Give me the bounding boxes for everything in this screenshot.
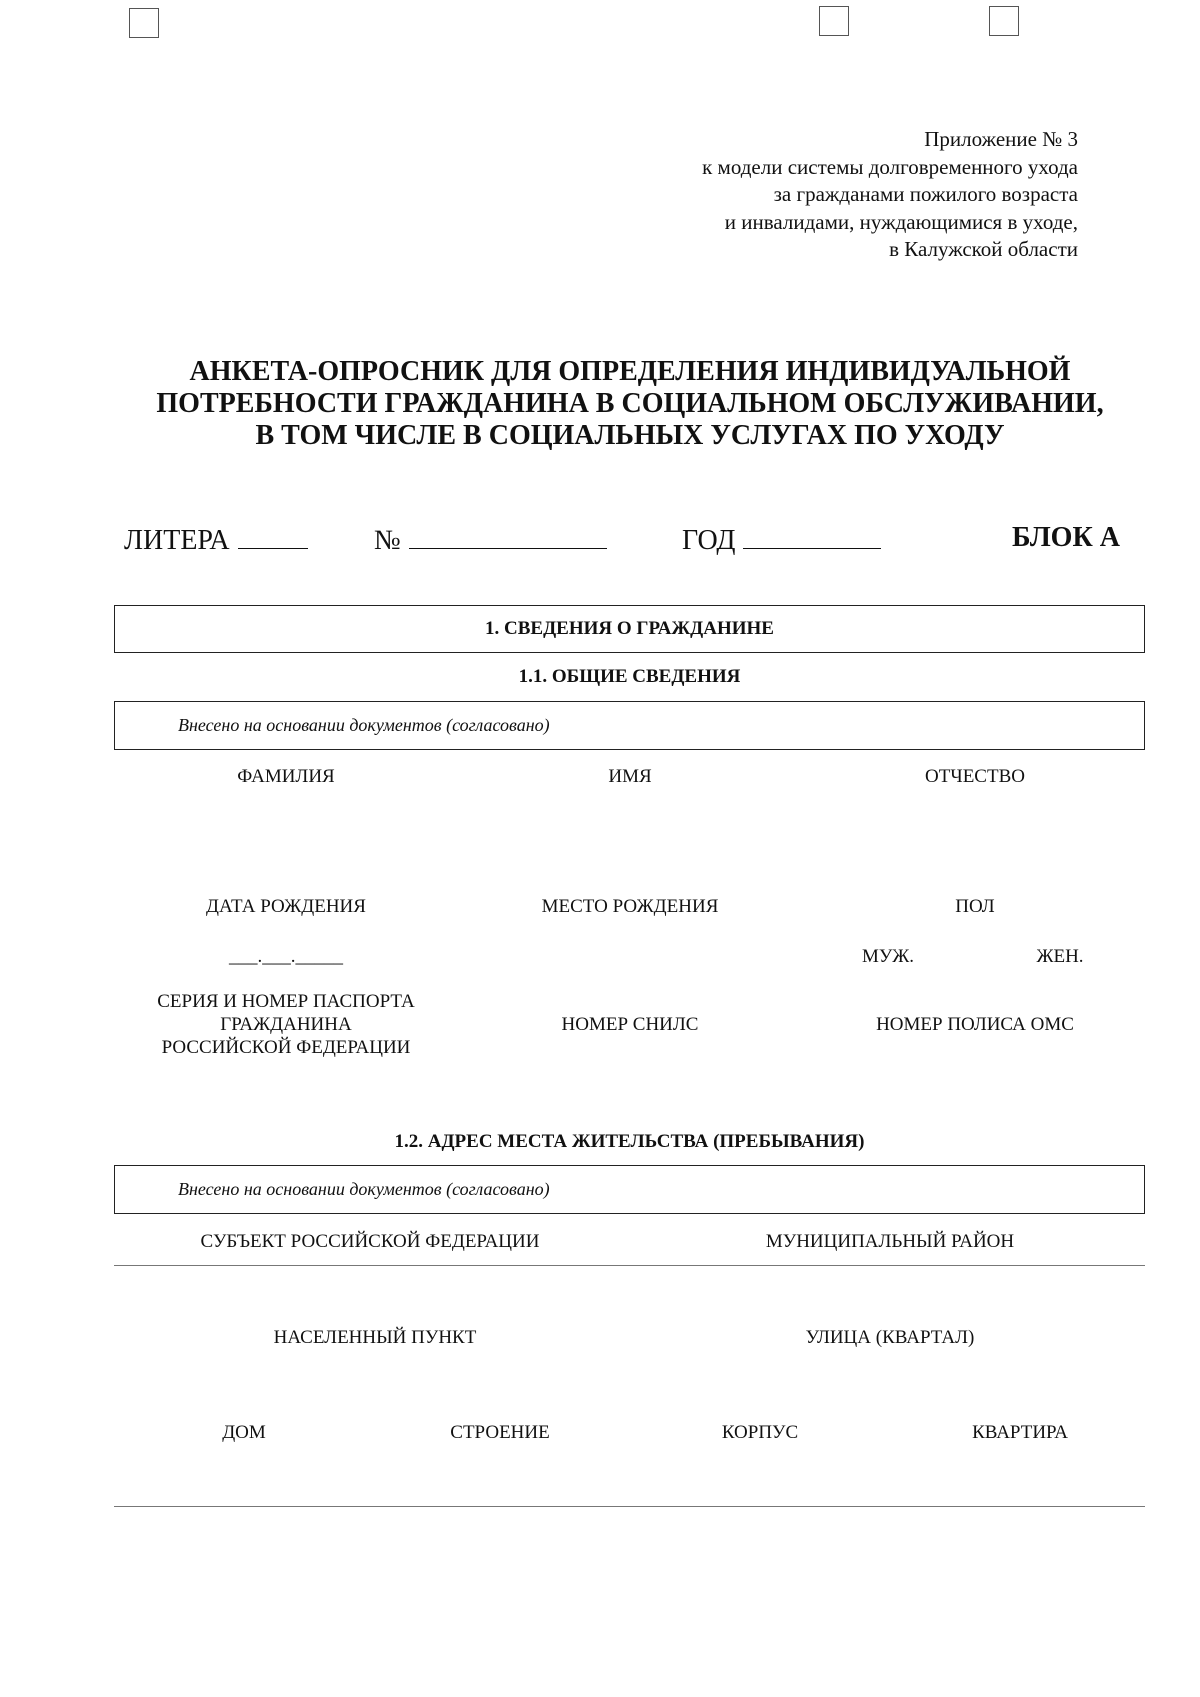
title-line: ПОТРЕБНОСТИ ГРАЖДАНИНА В СОЦИАЛЬНОМ ОБСЛУЖИВАНИИ, — [156, 388, 1104, 419]
sex-male-option[interactable]: МУЖ. — [861, 946, 915, 967]
section-1-1-heading: 1.1. ОБЩИЕ СВЕДЕНИЯ — [518, 666, 741, 687]
litera-field — [124, 522, 308, 557]
appendix-note — [702, 126, 1078, 264]
appendix-line: в Калужской области — [889, 237, 1078, 261]
number-field — [374, 522, 607, 557]
surname-label: ФАМИЛИЯ — [237, 766, 335, 787]
sex-label: ПОЛ — [955, 896, 995, 917]
district-label: МУНИЦИПАЛЬНЫЙ РАЙОН — [765, 1231, 1015, 1252]
snils-label: НОМЕР СНИЛС — [561, 1014, 699, 1035]
passport-label-line: ГРАЖДАНИНА — [220, 1014, 352, 1035]
section-1-1-note: Внесено на основании документов (согласовано) — [178, 715, 550, 735]
block-label-address: КОРПУС — [721, 1422, 799, 1443]
passport-label — [136, 990, 436, 1059]
checkbox-top-left[interactable] — [129, 8, 159, 38]
birth-date-label: ДАТА РОЖДЕНИЯ — [206, 896, 366, 917]
birth-date-input[interactable]: ___.___._____ — [229, 946, 343, 967]
appendix-line: и инвалидами, нуждающимися в уходе, — [724, 209, 1078, 234]
block-label: БЛОК А — [1012, 522, 1120, 553]
appendix-line: к модели системы долговременного ухода — [702, 154, 1078, 179]
document-title — [100, 356, 1160, 452]
title-line: АНКЕТА-ОПРОСНИК ДЛЯ ОПРЕДЕЛЕНИЯ ИНДИВИДУАЛЬНОЙ — [189, 356, 1071, 387]
patronymic-label: ОТЧЕСТВО — [925, 766, 1025, 787]
appendix-line: за гражданами пожилого возраста — [773, 182, 1078, 206]
address-bottom-divider — [114, 1506, 1145, 1507]
litera-input[interactable] — [238, 522, 308, 549]
section-1-2-note: Внесено на основании документов (согласовано) — [178, 1179, 550, 1199]
section-1-2-note-box — [114, 1165, 1145, 1214]
passport-label-line: РОССИЙСКОЙ ФЕДЕРАЦИИ — [161, 1037, 411, 1058]
sex-female-option[interactable]: ЖЕН. — [1036, 946, 1084, 967]
oms-label: НОМЕР ПОЛИСА ОМС — [876, 1014, 1074, 1035]
house-label: ДОМ — [222, 1422, 266, 1443]
section-1-heading: 1. СВЕДЕНИЯ О ГРАЖДАНИНЕ — [485, 618, 774, 639]
appendix-line: Приложение № 3 — [924, 127, 1078, 151]
region-label: СУБЪЕКТ РОССИЙСКОЙ ФЕДЕРАЦИИ — [200, 1231, 540, 1252]
passport-label-line: СЕРИЯ И НОМЕР ПАСПОРТА — [157, 991, 415, 1012]
apartment-label: КВАРТИРА — [972, 1422, 1068, 1443]
number-label: № — [374, 525, 401, 556]
building-label: СТРОЕНИЕ — [450, 1422, 550, 1443]
street-label: УЛИЦА (КВАРТАЛ) — [805, 1327, 975, 1348]
litera-label: ЛИТЕРА — [124, 525, 230, 556]
checkbox-top-right[interactable] — [989, 6, 1019, 36]
year-label: ГОД — [682, 525, 736, 556]
number-input[interactable] — [409, 522, 607, 549]
year-field — [682, 522, 881, 557]
section-1-heading-box — [114, 605, 1145, 653]
locality-label: НАСЕЛЕННЫЙ ПУНКТ — [273, 1327, 477, 1348]
birth-place-label: МЕСТО РОЖДЕНИЯ — [541, 896, 719, 917]
name-label: ИМЯ — [608, 766, 652, 787]
region-divider — [114, 1265, 1145, 1266]
checkbox-top-middle[interactable] — [819, 6, 849, 36]
year-input[interactable] — [743, 522, 881, 549]
section-1-2-heading: 1.2. АДРЕС МЕСТА ЖИТЕЛЬСТВА (ПРЕБЫВАНИЯ) — [394, 1131, 865, 1152]
title-line: В ТОМ ЧИСЛЕ В СОЦИАЛЬНЫХ УСЛУГАХ ПО УХОДУ — [255, 420, 1005, 451]
section-1-1-note-box — [114, 701, 1145, 750]
